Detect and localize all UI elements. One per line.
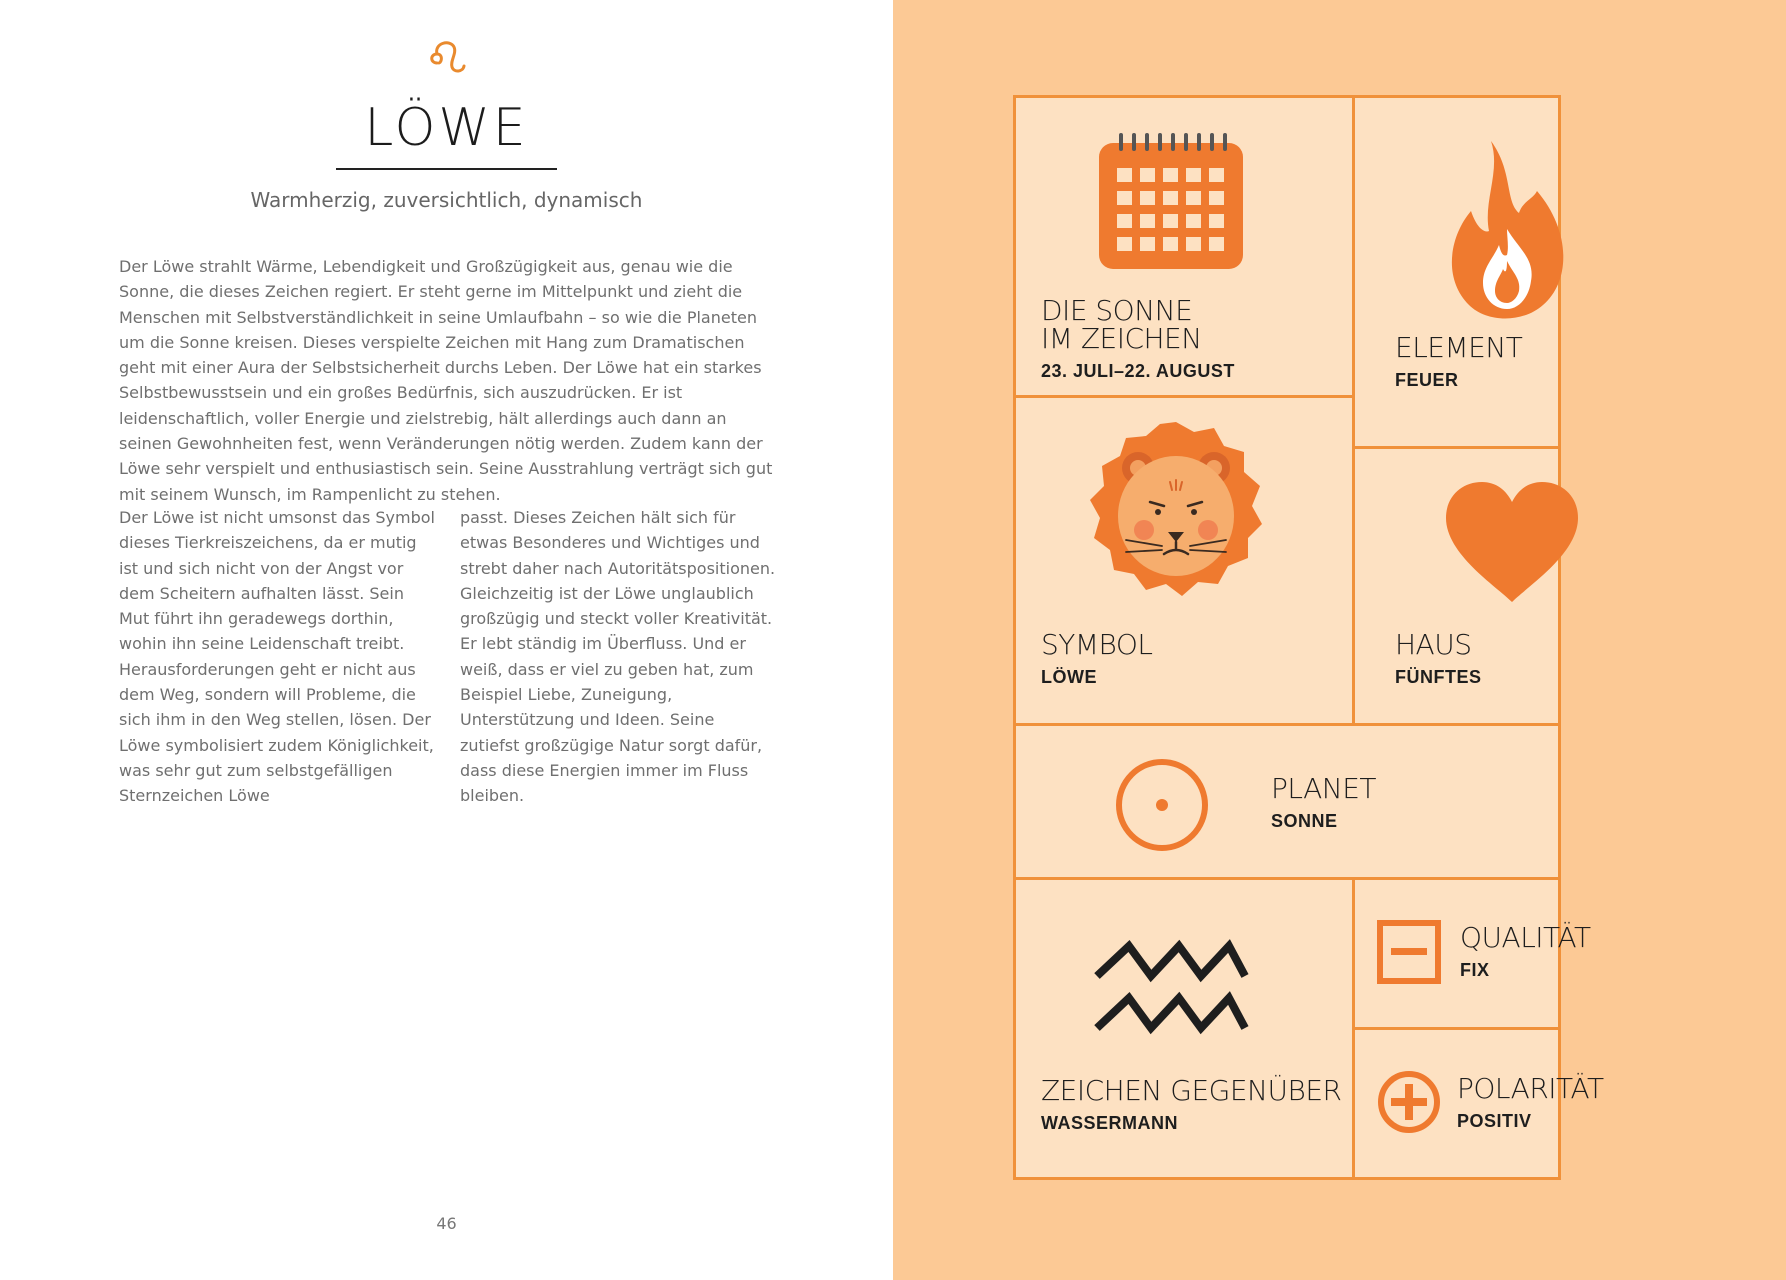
text-column-left: Der Löwe ist nicht umsonst das Symbol dieses Tierkreiszeichens, da er mutig ist und sich nicht von der Angst vor dem Scheitern aufhalten lässt. Sein Mut führt ihn geradewegs dorthin, wohin ihn seine Leidenschaft treibt. Herausforderungen geht er nicht aus dem Weg, sondern will Probleme, die sich ihm in den Weg stellen, lösen. Der Löwe symbolisiert zudem Königlichkeit, was sehr gut zum selbstgefälligen Sternzeichen Löwe (119, 508, 435, 806)
card-quality-label: QUALITÄT (1460, 921, 1591, 954)
right-page (893, 0, 1786, 1280)
text-column-right: passt. Dieses Zeichen hält sich für etwas Besonderes und Wichtiges und strebt daher nach Autoritätspositionen. Gleichzeitig ist der Löwe unglaublich großzügig und steckt voller Kreativität. Er lebt ständig im Überfluss. Und er weiß, dass er viel zu geben hat, zum Beispiel Liebe, Zuneigung, Unterstützung und Ideen. Seine zutiefst großzügige Natur sorgt dafür, dass diese Energien immer im Fluss bleiben. (460, 508, 776, 806)
subtitle: Warmherzig, zuversichtlich, dynamisch (250, 188, 643, 212)
card-sun-sign-label-1: DIE SONNE (1041, 294, 1193, 327)
card-house (1352, 446, 1561, 726)
card-planet-label: PLANET (1271, 772, 1377, 805)
card-element (1352, 95, 1561, 449)
fixed-quality-icon (1377, 920, 1441, 984)
card-polarity-label: POLARITÄT (1457, 1072, 1604, 1105)
flame-icon (1447, 141, 1567, 321)
plus-circle-icon (1377, 1070, 1441, 1134)
card-opposite-sign-value: WASSERMANN (1041, 1113, 1179, 1133)
intro-paragraph: Der Löwe strahlt Wärme, Lebendigkeit und Großzügigkeit aus, genau wie die Sonne, die dieses Zeichen regiert. Er steht gerne im Mittelpunkt und zieht die Menschen mit Selbstverständlichkeit in seine Umlaufbahn – so wie die Planeten um die Sonne kreisen. Dieses verspielte Zeichen mit Hang zum Dramatischen geht mit einer Aura der Selbstsicherheit durchs Leben. Der Löwe hat ein starkes Selbstbewusstsein und ein großes Bedürfnis, sich auszudrücken. Er ist leidenschaftlich, voller Energie und zielstrebig, hält allerdings auch dann an seinen Gewohnheiten fest, wenn Veränderungen nötig werden. Zudem kann der Löwe sehr verspielt und enthusiastisch sein. Seine Ausstrahlung verträgt sich gut mit seinem Wunsch, im Rampenlicht zu stehen. (119, 257, 773, 504)
card-opposite-sign-label: ZEICHEN GEGENÜBER (1041, 1074, 1342, 1107)
card-polarity-value: POSITIV (1457, 1111, 1532, 1131)
page-number: 46 (436, 1214, 457, 1233)
card-planet (1013, 723, 1561, 880)
card-sun-sign-value: 23. JULI–22. AUGUST (1041, 361, 1235, 381)
title-divider (336, 168, 557, 170)
card-polarity (1352, 1027, 1604, 1180)
leo-zodiac-icon (426, 36, 468, 78)
page-title: LÖWE (364, 98, 529, 158)
card-element-value: FEUER (1395, 370, 1459, 390)
card-house-label: HAUS (1395, 628, 1472, 661)
sun-symbol-icon (1114, 757, 1210, 853)
lion-icon (1086, 420, 1266, 600)
card-house-value: FÜNFTES (1395, 667, 1482, 687)
card-opposite-sign (1013, 877, 1355, 1180)
card-element-label: ELEMENT (1395, 331, 1523, 364)
aquarius-icon (1091, 938, 1251, 1038)
card-symbol-label: SYMBOL (1041, 628, 1153, 661)
card-sun-sign (1013, 95, 1355, 398)
calendar-icon (1099, 133, 1243, 269)
card-symbol-value: LÖWE (1041, 667, 1097, 687)
card-planet-value: SONNE (1271, 811, 1338, 831)
card-quality (1352, 877, 1591, 1032)
card-quality-value: FIX (1460, 960, 1490, 980)
heart-icon (1446, 482, 1578, 602)
card-symbol (1013, 395, 1355, 726)
card-sun-sign-label-2: IM ZEICHEN (1041, 322, 1202, 355)
